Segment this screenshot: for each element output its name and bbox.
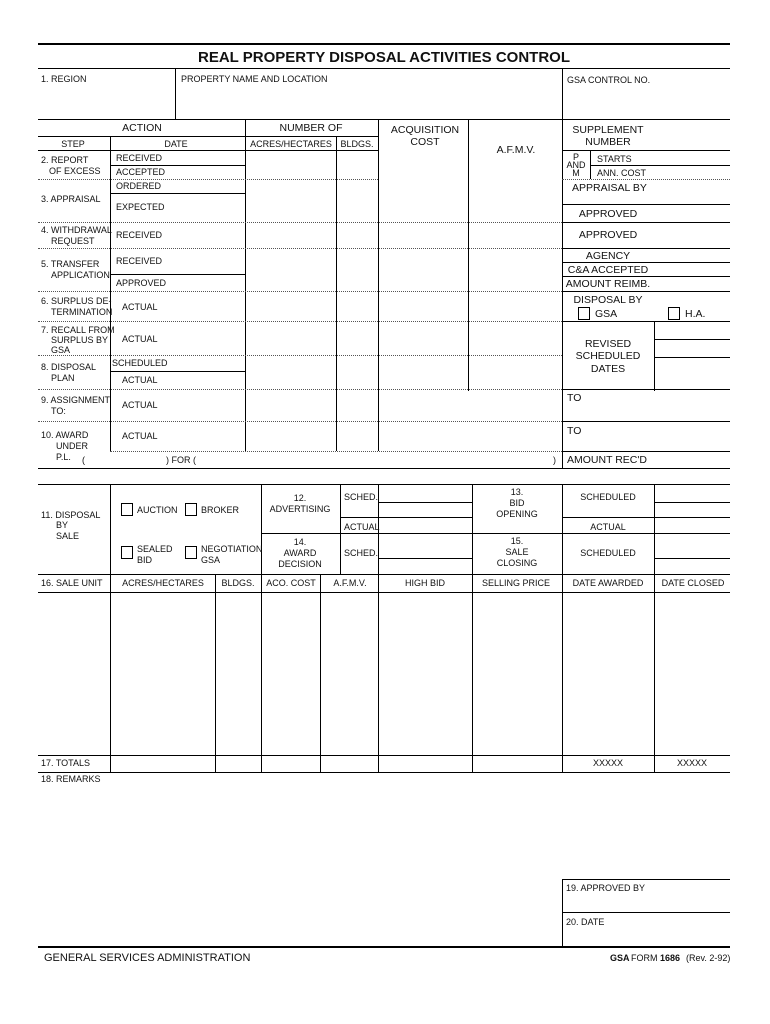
negotiation-gsa-checkbox[interactable] [185,546,197,559]
sealed-bid-checkbox[interactable] [121,546,133,559]
date-label: 20. DATE [566,917,605,927]
auction-checkbox[interactable] [121,503,133,516]
remarks-label: 18. REMARKS [41,774,101,784]
region-label: 1. REGION [41,74,87,84]
title-rule [38,68,730,69]
top-rule [38,43,730,45]
control-label: GSA CONTROL NO. [567,75,651,85]
broker-checkbox[interactable] [185,503,197,516]
form-revision: (Rev. 2-92) [686,953,731,963]
appraisal-by: APPRAISAL BY [572,182,647,194]
approved-by-label: 19. APPROVED BY [566,883,646,893]
amount-recd: AMOUNT REC'D [567,454,647,466]
gsa-checkbox[interactable] [578,307,590,320]
action-header: ACTION [122,122,162,134]
agency-footer: GENERAL SERVICES ADMINISTRATION [44,952,251,964]
ha-checkbox[interactable] [668,307,680,320]
form-title: REAL PROPERTY DISPOSAL ACTIVITIES CONTROL [198,49,570,66]
property-label: PROPERTY NAME AND LOCATION [181,74,328,84]
number-of-header: NUMBER OF [279,122,343,134]
form-page: REAL PROPERTY DISPOSAL ACTIVITIES CONTROL 1. REGION PROPERTY NAME AND LOCATION GSA CONTROL NO. ACTION NUMBER OF ACQUISITION COST A.F.M.V. SUPPLEMENT NUMBER STEP DATE ACRES/HECTARES BLDGS. 2. REPORT OF EXCESS RECEIVED ACCEPTED P AND M STARTS ANN. COST ORDERED 3. APPRAISAL EXPECTED APPRAISAL BY APPROVED 4. WITHDRAWAL REQUEST RECEIVED APPROVED 5. TRANSFER APPLICATION RECEIVED APPROVED AGENCY C&A ACCEPTED AMOUNT REIMB. 6. SURPLUS DE- TERMINATION ACTUAL DISPOSAL BY GSA H.A. 7. RECALL FROM SURPLUS BY GSA ACTUAL REVISED SCHEDULED DATES 8. DISPOSAL PLAN SCHEDULED ACTUAL 9. ASSIGNMENT TO: ACTUAL TO 10. AWARD UNDER P.L. ACTUAL TO ( ) FOR ( ) AMOUNT REC'D 11. DISPOSAL BY SALE AUCTION BROKER SEALED BID NEGOTIATION GSA 12. ADVERTISING 14. AWARD DECISION SCHED. ACTUAL SCHED. 13. BID OPENING 15. SALE CLOSING SCHEDULED ACTUAL SCHEDULED 16. SALE UNIT ACRES/HECTARES BLDGS. ACO. COST A.F.M.V. HIGH BID SELLING PRICE DATE AWARDED DATE CLOSED 17. TOTALS XXXXX XXXXX 18. REMARKS 19. APPROVED BY 20. DATE GENERAL SERVICES ADMINISTRATION GSA FORM 1686 (Rev. 2-92) [0,0,770,1024]
